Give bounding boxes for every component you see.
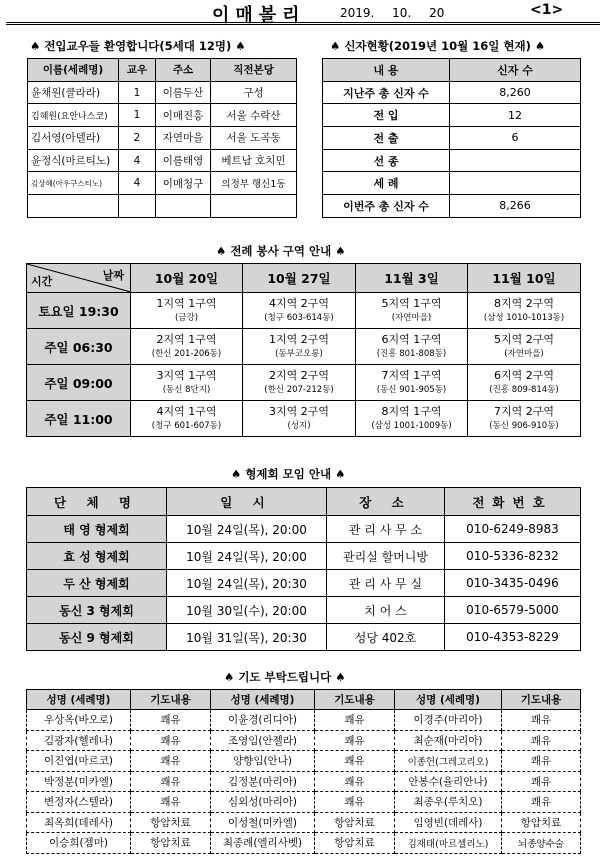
service-cell: [243, 401, 356, 437]
member-status-table: [322, 58, 581, 218]
zone-detail: (진흥 809-814동): [489, 384, 559, 395]
person-name: 이종헌(그레고리오): [395, 751, 502, 772]
zone-detail: (동신 901-905동): [376, 384, 447, 395]
zone-text: 1지역 1구역: [156, 296, 217, 310]
person-name: 이진엽(마르코): [27, 751, 131, 772]
service-cell: [468, 293, 581, 329]
status-label: 지난주 총 신자 수: [323, 81, 450, 104]
zone-detail: (청구 603-614동): [264, 312, 334, 323]
column-header: 주소: [156, 59, 211, 82]
table-row: [27, 833, 581, 854]
table-header-row: [28, 59, 297, 82]
meeting-place: 관리실 할머니방: [327, 543, 445, 570]
zone-detail: (삼성 1010-1013동): [483, 312, 565, 323]
person-name: 변정자(스텔라): [27, 792, 131, 813]
parish-cell: [211, 195, 297, 218]
column-header: 이름(세례명): [28, 59, 119, 82]
zone-detail: (동부코오롱): [275, 348, 323, 359]
person-name: 박정분(미카엘): [27, 771, 131, 792]
table-header-row: [323, 59, 581, 82]
table-row: [28, 172, 297, 195]
table-row: [323, 127, 581, 150]
zone-text: 1지역 2구역: [269, 332, 329, 346]
column-header: 기도내용: [502, 690, 581, 710]
table-row: [28, 81, 297, 104]
address-cell: 이매청구: [156, 172, 211, 195]
parish-cell: 베트남 호치민: [211, 149, 297, 172]
prayer-intention: 쾌유: [131, 730, 211, 751]
new-teachers-title: ♠ 전입교우들 환영합니다(5세대 12명) ♠: [30, 39, 246, 53]
zone-text: 5지역 1구역: [381, 296, 442, 310]
table-row: [28, 127, 297, 150]
meetings-title: ♠ 형제회 모임 안내 ♠: [231, 467, 346, 481]
count-cell: 1: [119, 104, 156, 127]
service-cell: [243, 365, 356, 401]
column-header: 성명 (세례명): [27, 690, 131, 710]
phone-number: 010-4353-8229: [445, 624, 581, 651]
column-header: 신자 수: [450, 59, 581, 82]
prayer-intention: 쾌유: [315, 710, 395, 731]
date-header: 10월 27일: [243, 264, 356, 293]
person-name: 이성철(미카엘): [211, 812, 315, 833]
meeting-place: 성당 402호: [327, 624, 445, 651]
zone-text: 8지역 2구역: [494, 296, 554, 310]
zone-detail: (청구 601-607동): [151, 420, 222, 431]
name-cell: 김서영(아델라): [28, 127, 119, 150]
time-cell: 주일 06:30: [27, 329, 131, 365]
table-header-row: [27, 264, 581, 293]
person-name: 우상옥(바오로): [27, 710, 131, 731]
count-cell: 4: [119, 149, 156, 172]
prayer-intention: 쾌유: [131, 792, 211, 813]
count-cell: 4: [119, 172, 156, 195]
person-name: 최종우(루치오): [395, 792, 502, 813]
table-row: [28, 195, 297, 218]
member-status-title: ♠ 신자현황(2019년 10월 16일 현재) ♠: [330, 39, 546, 53]
prayer-intention: 항암치료: [502, 812, 581, 833]
prayer-intention: 쾌유: [315, 771, 395, 792]
group-name: 태 영 형제회: [27, 516, 167, 543]
parish-cell: 구성: [211, 81, 297, 104]
column-header: 전화번호: [445, 488, 581, 516]
time-cell: 토요일 19:30: [27, 293, 131, 329]
person-name: 심외성(마리아): [211, 792, 315, 813]
zone-detail: (금강): [174, 312, 199, 323]
person-name: 김정분(마리아): [211, 771, 315, 792]
service-cell: [356, 401, 468, 437]
group-name: 동신 9 형제회: [27, 624, 167, 651]
page-number: <1>: [530, 2, 564, 18]
person-name: 임영빈(데레사): [395, 812, 502, 833]
prayer-intention: 항암치료: [131, 833, 211, 854]
table-row: [27, 812, 581, 833]
person-name: 최순재(마리아): [395, 730, 502, 751]
column-header: 성명 (세례명): [211, 690, 315, 710]
table-row: [323, 172, 581, 195]
group-name: 두 산 형제회: [27, 570, 167, 597]
zone-text: 6지역 1구역: [381, 332, 442, 346]
header-rule: [6, 22, 600, 25]
status-label: 선 종: [323, 149, 450, 172]
table-row: [323, 195, 581, 218]
table-row: [27, 570, 581, 597]
time-label: 시간: [31, 275, 53, 288]
person-name: 최옥희(데레사): [27, 812, 131, 833]
service-cell: [131, 329, 243, 365]
column-header: 기도내용: [131, 690, 211, 710]
status-label: 이번주 총 신자 수: [323, 195, 450, 218]
prayer-intention: 항암치료: [131, 812, 211, 833]
table-header-row: [27, 690, 581, 710]
phone-number: 010-3435-0496: [445, 570, 581, 597]
zone-detail: (동신 8단지): [162, 384, 211, 395]
service-title: ♠ 전례 봉사 구역 안내 ♠: [216, 244, 346, 258]
prayer-intention: 쾌유: [315, 730, 395, 751]
zone-detail: (한신 201-206동): [151, 348, 222, 359]
table-row: [28, 149, 297, 172]
prayer-intention: 뇌종양수술: [502, 833, 581, 854]
column-header: 내 용: [323, 59, 450, 82]
zone-text: 5지역 2구역: [494, 332, 554, 346]
parish-cell: 서울 도곡동: [211, 127, 297, 150]
column-header: 성명 (세례명): [395, 690, 502, 710]
address-cell: 자연마을: [156, 127, 211, 150]
zone-text: 2지역 2구역: [269, 368, 329, 382]
bulletin-date: 2019. 10. 20: [340, 6, 445, 20]
person-name: 최종례(엘리사벳): [211, 833, 315, 854]
person-name: 김재태(마르셀리노): [395, 833, 502, 854]
group-name: 동신 3 형제회: [27, 597, 167, 624]
table-row: [27, 293, 581, 329]
address-cell: [156, 195, 211, 218]
service-cell: [356, 293, 468, 329]
meeting-datetime: 10월 31일(목), 20:30: [167, 624, 327, 651]
date-header: 10월 20일: [131, 264, 243, 293]
person-name: 안봉수(율리안나): [395, 771, 502, 792]
zone-text: 2지역 1구역: [156, 332, 217, 346]
prayer-intention: 항암치료: [315, 812, 395, 833]
service-cell: [356, 329, 468, 365]
service-cell: [131, 293, 243, 329]
prayer-intention: 쾌유: [315, 751, 395, 772]
status-value: [450, 172, 581, 195]
address-cell: 이름태영: [156, 149, 211, 172]
time-cell: 주일 11:00: [27, 401, 131, 437]
service-table: [26, 263, 581, 437]
meetings-table: [26, 487, 581, 651]
prayer-intention: 항암치료: [315, 833, 395, 854]
meeting-place: 관 리 사 무 소: [327, 516, 445, 543]
status-value: 12: [450, 104, 581, 127]
status-value: 8,266: [450, 195, 581, 218]
phone-number: 010-6249-8983: [445, 516, 581, 543]
table-row: [27, 329, 581, 365]
bulletin-title: 이매볼리: [212, 5, 306, 26]
table-row: [323, 104, 581, 127]
date-header: 11월 10일: [468, 264, 581, 293]
prayer-title: ♠ 기도 부탁드립니다 ♠: [224, 670, 346, 684]
prayer-intention: 쾌유: [131, 771, 211, 792]
table-row: [323, 149, 581, 172]
table-row: [27, 543, 581, 570]
column-header: 기도내용: [315, 690, 395, 710]
zone-detail: (동신 906-910동): [489, 420, 559, 431]
table-header-row: [27, 488, 581, 516]
prayer-intention: 쾌유: [502, 751, 581, 772]
date-header: 11월 3일: [356, 264, 468, 293]
prayer-intention: 쾌유: [502, 792, 581, 813]
prayer-intention: 쾌유: [131, 751, 211, 772]
parish-cell: 서울 수락산: [211, 104, 297, 127]
person-name: 김광자(헬레나): [27, 730, 131, 751]
zone-text: 6지역 2구역: [494, 368, 554, 382]
zone-text: 7지역 2구역: [494, 404, 554, 418]
address-cell: 이름두산: [156, 81, 211, 104]
corner-header: [27, 264, 131, 293]
prayer-table: [26, 689, 581, 854]
service-cell: [131, 401, 243, 437]
zone-detail: (자연마을): [504, 348, 544, 359]
person-name: 양향임(안나): [211, 751, 315, 772]
status-label: 전 입: [323, 104, 450, 127]
zone-text: 4지역 2구역: [269, 296, 329, 310]
zone-detail: (자연마을): [391, 312, 432, 323]
meeting-datetime: 10월 24일(목), 20:00: [167, 543, 327, 570]
table-row: [28, 104, 297, 127]
column-header: 일 시: [167, 488, 327, 516]
prayer-intention: 쾌유: [502, 771, 581, 792]
prayer-intention: 쾌유: [502, 730, 581, 751]
zone-detail: (진흥 801-808동): [376, 348, 447, 359]
column-header: 단 체 명: [27, 488, 167, 516]
date-label: 날짜: [102, 269, 124, 282]
service-cell: [468, 365, 581, 401]
person-name: 이윤경(리디아): [211, 710, 315, 731]
name-cell: 윤채원(클라라): [28, 81, 119, 104]
meeting-datetime: 10월 24일(목), 20:00: [167, 516, 327, 543]
table-row: [27, 365, 581, 401]
name-cell: 윤정식(마르티노): [28, 149, 119, 172]
column-header: 교우: [119, 59, 156, 82]
table-row: [27, 710, 581, 731]
person-name: 이승희(젬마): [27, 833, 131, 854]
table-row: [27, 751, 581, 772]
meeting-place: 치 어 스: [327, 597, 445, 624]
prayer-intention: 쾌유: [131, 710, 211, 731]
count-cell: [119, 195, 156, 218]
service-cell: [356, 365, 468, 401]
count-cell: 2: [119, 127, 156, 150]
status-value: 6: [450, 127, 581, 150]
zone-text: 8지역 1구역: [381, 404, 442, 418]
zone-text: 4지역 1구역: [156, 404, 217, 418]
time-cell: 주일 09:00: [27, 365, 131, 401]
zone-detail: (삼성 1001-1009동): [371, 420, 452, 431]
service-cell: [243, 293, 356, 329]
status-label: 세 례: [323, 172, 450, 195]
person-name: 조영임(안젤라): [211, 730, 315, 751]
service-cell: [131, 365, 243, 401]
service-cell: [468, 401, 581, 437]
table-row: [27, 401, 581, 437]
address-cell: 이매진흥: [156, 104, 211, 127]
zone-detail: (한신 207-212동): [264, 384, 334, 395]
zone-detail: (성지): [287, 420, 311, 431]
column-header: 장 소: [327, 488, 445, 516]
prayer-intention: 쾌유: [502, 710, 581, 731]
status-label: 전 출: [323, 127, 450, 150]
status-value: 8,260: [450, 81, 581, 104]
table-row: [27, 516, 581, 543]
service-cell: [243, 329, 356, 365]
table-row: [27, 792, 581, 813]
meeting-place: 관 리 사 무 실: [327, 570, 445, 597]
new-teachers-table: [27, 58, 297, 218]
name-cell: 김혜원(요안나스코): [28, 104, 119, 127]
group-name: 효 성 형제회: [27, 543, 167, 570]
zone-text: 7지역 1구역: [381, 368, 442, 382]
person-name: 이경주(마리아): [395, 710, 502, 731]
status-value: [450, 149, 581, 172]
name-cell: 김상혜(아우구스티노): [28, 172, 119, 195]
zone-text: 3지역 2구역: [269, 404, 329, 418]
prayer-intention: 쾌유: [315, 792, 395, 813]
count-cell: 1: [119, 81, 156, 104]
table-row: [27, 624, 581, 651]
table-row: [323, 81, 581, 104]
phone-number: 010-6579-5000: [445, 597, 581, 624]
parish-cell: 의정부 행신1동: [211, 172, 297, 195]
service-cell: [468, 329, 581, 365]
zone-text: 3지역 1구역: [156, 368, 217, 382]
table-row: [27, 597, 581, 624]
table-row: [27, 771, 581, 792]
meeting-datetime: 10월 30일(수), 20:00: [167, 597, 327, 624]
phone-number: 010-5336-8232: [445, 543, 581, 570]
column-header: 직전본당: [211, 59, 297, 82]
name-cell: [28, 195, 119, 218]
table-row: [27, 730, 581, 751]
meeting-datetime: 10월 24일(목), 20:30: [167, 570, 327, 597]
